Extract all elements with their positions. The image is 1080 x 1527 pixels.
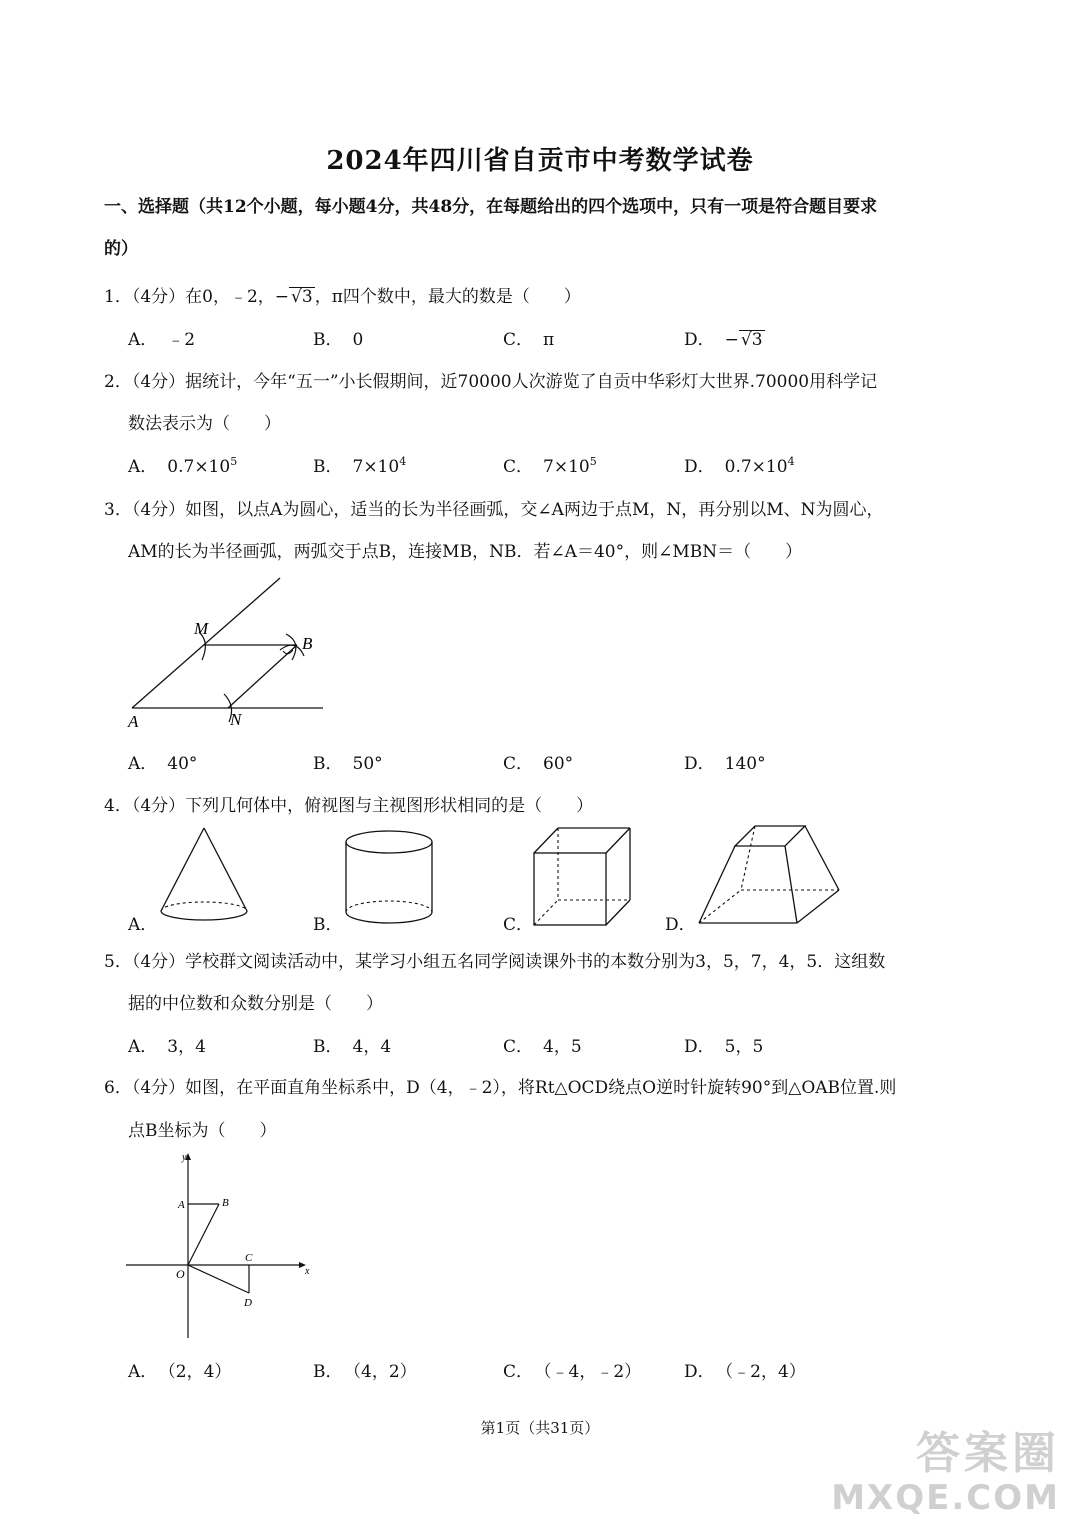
option-label: B． bbox=[313, 1362, 343, 1382]
label-n: N bbox=[230, 710, 242, 729]
segment-ob bbox=[188, 1204, 219, 1265]
page-footer: 第1页（共31页） bbox=[480, 1419, 600, 1437]
q5-option-b bbox=[313, 1032, 391, 1057]
option-base: 0.7×10 bbox=[167, 457, 231, 477]
option-label: D． bbox=[684, 330, 715, 350]
q1-option-d bbox=[684, 325, 765, 350]
q3-option-a bbox=[128, 749, 197, 774]
option-text: 3，4 bbox=[167, 1037, 206, 1057]
section-heading-line1: 一、选择题（共12个小题，每小题4分，共48分，在每题给出的四个选项中，只有一项是符合题目要求 bbox=[104, 197, 878, 217]
option-label: C． bbox=[503, 1362, 534, 1382]
question-number: 1． bbox=[104, 287, 132, 307]
option-label: B． bbox=[313, 754, 343, 774]
question-number: 2． bbox=[104, 372, 132, 392]
question-5-stem-line1 bbox=[104, 947, 885, 972]
q4-option-d-label: D． bbox=[665, 915, 696, 935]
option-exponent: 4 bbox=[399, 455, 407, 468]
label-d: D bbox=[244, 1297, 252, 1309]
watermark bbox=[831, 1429, 1060, 1517]
q1-text-pre: 在0，﹣2， bbox=[185, 287, 275, 307]
question-number: 5． bbox=[104, 952, 132, 972]
option-label: D． bbox=[684, 754, 715, 774]
q2-option-d bbox=[684, 452, 795, 477]
question-1-stem bbox=[104, 282, 581, 307]
option-label: A． bbox=[128, 754, 158, 774]
q4-text: （4分）下列几何体中，俯视图与主视图形状相同的是（ ） bbox=[131, 796, 594, 816]
question-6-stem-line2: 点B坐标为（ ） bbox=[128, 1121, 277, 1141]
question-3-stem-line2: AM的长为半径画弧，两弧交于点B，连接MB，NB．若∠A＝40°，则∠MBN＝（ ） bbox=[128, 542, 803, 562]
question-3-stem-line1 bbox=[104, 495, 884, 520]
option-label: B． bbox=[313, 1037, 343, 1057]
option-label: B． bbox=[313, 330, 343, 350]
cube-icon bbox=[530, 824, 634, 928]
section-heading bbox=[104, 186, 984, 270]
q3-option-c bbox=[503, 749, 573, 774]
frustum-icon bbox=[695, 822, 845, 928]
label-o: O bbox=[176, 1267, 185, 1281]
q1-option-a bbox=[128, 325, 195, 350]
q1-option-c bbox=[503, 325, 554, 350]
option-text: ﹣2 bbox=[167, 330, 196, 350]
label-b: B bbox=[302, 634, 313, 653]
option-label: A． bbox=[128, 330, 158, 350]
label-a: A bbox=[128, 712, 139, 731]
watermark-line2: MXQE.COM bbox=[831, 1478, 1060, 1518]
option-text: 4，4 bbox=[352, 1037, 392, 1057]
q4-option-b-label: B． bbox=[313, 915, 343, 935]
q5-text-line1: （4分）学校群文阅读活动中，某学习小组五名同学阅读课外书的本数分别为3，5，7，4，5．这组数 bbox=[131, 952, 886, 972]
q3-text-line1: （4分）如图，以点A为圆心，适当的长为半径画弧，交∠A两边于点M，N，再分别以M、N为圆心， bbox=[131, 500, 884, 520]
question-5-stem-line2: 据的中位数和众数分别是（ ） bbox=[128, 994, 383, 1014]
section-heading-line2: 的） bbox=[104, 239, 138, 259]
q1-text-post: ，π四个数中，最大的数是（ ） bbox=[314, 287, 581, 307]
cone-icon bbox=[158, 825, 250, 925]
option-text: （4，2） bbox=[352, 1362, 417, 1382]
q4-option-a-label: A． bbox=[128, 915, 158, 935]
q6-text-line1: （4分）如图，在平面直角坐标系中，D（4，﹣2），将Rt△OCD绕点O逆时针旋转90°到△OAB位置.则 bbox=[131, 1078, 897, 1098]
question-2-stem-line2: 数法表示为（ ） bbox=[128, 414, 281, 434]
q4-option-c-label: C． bbox=[503, 915, 534, 935]
option-text: 140° bbox=[724, 754, 766, 774]
option-base: 7×10 bbox=[543, 457, 590, 477]
option-exponent: 4 bbox=[787, 455, 795, 468]
watermark-line1: 答案圈 bbox=[916, 1428, 1060, 1479]
option-label: C． bbox=[503, 457, 534, 477]
segment-od bbox=[188, 1265, 249, 1293]
option-text: （﹣4，﹣2） bbox=[543, 1362, 642, 1382]
option-text: 50° bbox=[352, 754, 383, 774]
q2-option-a bbox=[128, 452, 237, 477]
option-label: B． bbox=[313, 457, 343, 477]
q6-coordinate-figure bbox=[120, 1148, 320, 1343]
option-text: − bbox=[724, 330, 739, 350]
option-text: 0 bbox=[352, 330, 364, 350]
option-label: D． bbox=[684, 1037, 715, 1057]
option-text: π bbox=[543, 330, 555, 350]
option-text: 4，5 bbox=[543, 1037, 582, 1057]
label-m: M bbox=[194, 619, 209, 638]
q6-option-b bbox=[313, 1357, 417, 1382]
question-2-stem-line1 bbox=[104, 367, 877, 392]
cylinder-icon bbox=[342, 827, 436, 927]
option-exponent: 5 bbox=[589, 455, 597, 468]
question-number: 6． bbox=[104, 1078, 132, 1098]
option-label: C． bbox=[503, 330, 534, 350]
option-base: 7×10 bbox=[352, 457, 400, 477]
label-c: C bbox=[245, 1252, 253, 1264]
option-radicand: 3 bbox=[751, 330, 763, 350]
question-number: 3． bbox=[104, 500, 132, 520]
q5-option-a bbox=[128, 1032, 206, 1057]
q5-option-d bbox=[684, 1032, 763, 1057]
q5-option-c bbox=[503, 1032, 582, 1057]
option-text: 5，5 bbox=[724, 1037, 764, 1057]
option-label: A． bbox=[128, 1037, 158, 1057]
question-score: （4分） bbox=[131, 287, 186, 307]
q6-option-c bbox=[503, 1357, 641, 1382]
option-label: D． bbox=[684, 1362, 715, 1382]
q3-option-b bbox=[313, 749, 383, 774]
q3-option-d bbox=[684, 749, 766, 774]
q1-minus: − bbox=[274, 287, 290, 307]
q6-option-d bbox=[684, 1357, 806, 1382]
segment-nb bbox=[228, 645, 297, 708]
q1-radicand: 3 bbox=[301, 287, 313, 307]
option-exponent: 5 bbox=[230, 455, 238, 468]
ray-am bbox=[132, 578, 280, 708]
q2-option-c bbox=[503, 452, 597, 477]
question-6-stem-line1 bbox=[104, 1073, 896, 1098]
option-label: D． bbox=[684, 457, 715, 477]
q6-option-a bbox=[128, 1357, 231, 1382]
option-label: A． bbox=[128, 1362, 158, 1382]
page-title: 2024年四川省自贡市中考数学试卷 bbox=[326, 146, 754, 176]
sqrt-symbol: √3 bbox=[740, 330, 763, 350]
label-a: A bbox=[178, 1199, 185, 1211]
option-text: （2，4） bbox=[167, 1362, 232, 1382]
option-text: （﹣2，4） bbox=[724, 1362, 806, 1382]
option-label: C． bbox=[503, 1037, 534, 1057]
label-b: B bbox=[222, 1197, 229, 1209]
sqrt-symbol: √3 bbox=[291, 287, 313, 307]
option-text: 40° bbox=[167, 754, 198, 774]
label-x: x bbox=[305, 1266, 310, 1277]
q2-text-line1: （4分）据统计，今年“五一”小长假期间，近70000人次游览了自贡中华彩灯大世界.70000用科学记 bbox=[131, 372, 878, 392]
option-base: 0.7×10 bbox=[724, 457, 788, 477]
q1-option-b bbox=[313, 325, 363, 350]
label-y: y bbox=[182, 1152, 187, 1163]
option-label: C． bbox=[503, 754, 534, 774]
q3-angle-figure bbox=[120, 570, 340, 735]
question-4-stem bbox=[104, 791, 593, 816]
question-number: 4． bbox=[104, 796, 132, 816]
q2-option-b bbox=[313, 452, 406, 477]
option-text: 60° bbox=[543, 754, 574, 774]
option-label: A． bbox=[128, 457, 158, 477]
